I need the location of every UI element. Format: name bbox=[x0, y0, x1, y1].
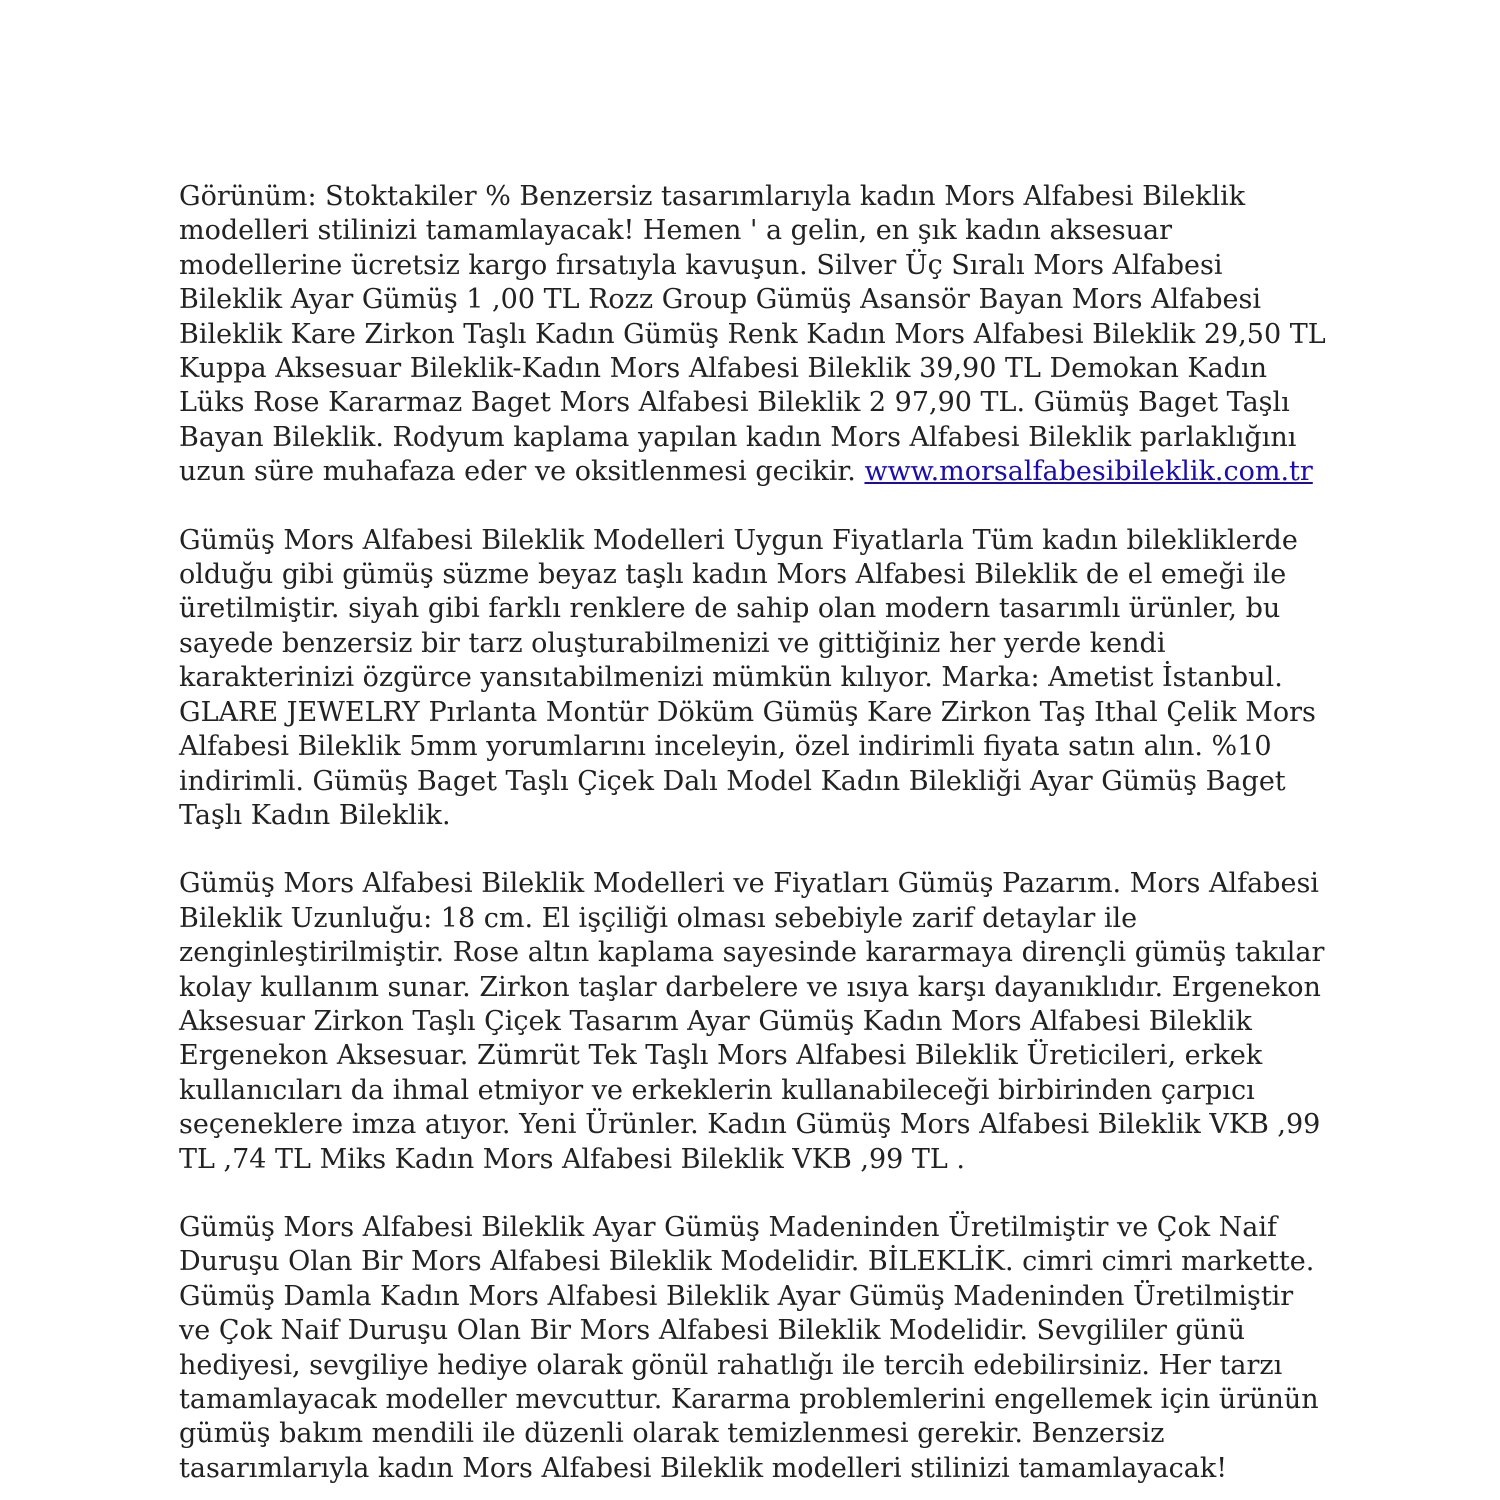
paragraph-2: Gümüş Mors Alfabesi Bileklik Modelleri Uygun Fiyatlarla Tüm kadın bilekliklerde olduğu gibi gümüş süzme beyaz taşlı kadın Mors Alfabesi Bileklik de el emeği ile üretilmiştir. siyah gibi farklı renklere de sahip olan modern tasarımlı ürünler, bu sayede benzersiz bir tarz oluşturabilmenizi ve gittiğiniz her yerde kendi karakterinizi özgürce yansıtabilmenizi mümkün kılıyor. Marka: Ametist İstanbul. GLARE JEWELRY Pırlanta Montür Döküm Gümüş Kare Zirkon Taş Ithal Çelik Mors Alfabesi Bileklik 5mm yorumlarını inceleyin, özel indirimli fiyata satın alın. %10 indirimli. Gümüş Baget Taşlı Çiçek Dalı Model Kadın Bilekliği Ayar Gümüş Baget Taşlı Kadın Bileklik. bbox=[179, 524, 1316, 831]
paragraph-1 bbox=[179, 180, 1329, 490]
site-link[interactable]: www.morsalfabesibileklik.com.tr bbox=[864, 456, 1313, 488]
paragraph-4: Gümüş Mors Alfabesi Bileklik Ayar Gümüş Madeninden Üretilmiştir ve Çok Naif Duruşu Olan Bir Mors Alfabesi Bileklik Modelidir. BİLEKLİK. cimri cimri markette. Gümüş Damla Kadın Mors Alfabesi Bileklik Ayar Gümüş Madeninden Üretilmiştir ve Çok Naif Duruşu Olan Bir Mors Alfabesi Bileklik Modelidir. Sevgililer günü hediyesi, sevgiliye hediye olarak gönül rahatlığı ile tercih edebilirsiniz. Her tarzı tamamlayacak modeller mevcuttur. Kararma problemlerini engellemek için ürünün gümüş bakım mendili ile düzenli olarak temizlenmesi gerekir. Benzersiz tasarımlarıyla kadın Mors Alfabesi Bileklik modelleri stilinizi tamamlayacak! bbox=[179, 1211, 1319, 1484]
document-body bbox=[179, 180, 1329, 1486]
paragraph-1-text: Görünüm: Stoktakiler % Benzersiz tasarımlarıyla kadın Mors Alfabesi Bileklik modelleri stilinizi tamamlayacak! Hemen ' a gelin, en şık kadın aksesuar modellerine ücretsiz kargo fırsatıyla kavuşun. Silver Üç Sıralı Mors Alfabesi Bileklik Ayar Gümüş 1 ,00 TL Rozz Group Gümüş Asansör Bayan Mors Alfabesi Bileklik Kare Zirkon Taşlı Kadın Gümüş Renk Kadın Mors Alfabesi Bileklik 29,50 TL Kuppa Aksesuar Bileklik-Kadın Mors Alfabesi Bileklik 39,90 TL Demokan Kadın Lüks Rose Kararmaz Baget Mors Alfabesi Bileklik 2 97,90 TL. Gümüş Baget Taşlı Bayan Bileklik. Rodyum kaplama yapılan kadın Mors Alfabesi Bileklik parlaklığını uzun süre muhafaza eder ve oksitlenmesi gecikir. bbox=[179, 181, 1326, 488]
paragraph-3: Gümüş Mors Alfabesi Bileklik Modelleri ve Fiyatları Gümüş Pazarım. Mors Alfabesi Bileklik Uzunluğu: 18 cm. El işçiliği olması sebebiyle zarif detaylar ile zenginleştirilmiştir. Rose altın kaplama sayesinde kararmaya dirençli gümüş takılar kolay kullanım sunar. Zirkon taşlar darbelere ve ısıya karşı dayanıklıdır. Ergenekon Aksesuar Zirkon Taşlı Çiçek Tasarım Ayar Gümüş Kadın Mors Alfabesi Bileklik Ergenekon Aksesuar. Zümrüt Tek Taşlı Mors Alfabesi Bileklik Üreticileri, erkek kullanıcıları da ihmal etmiyor ve erkeklerin kullanabileceği birbirinden çarpıcı seçeneklere imza atıyor. Yeni Ürünler. Kadın Gümüş Mors Alfabesi Bileklik VKB ,99 TL ,74 TL Miks Kadın Mors Alfabesi Bileklik VKB ,99 TL . bbox=[179, 868, 1325, 1175]
